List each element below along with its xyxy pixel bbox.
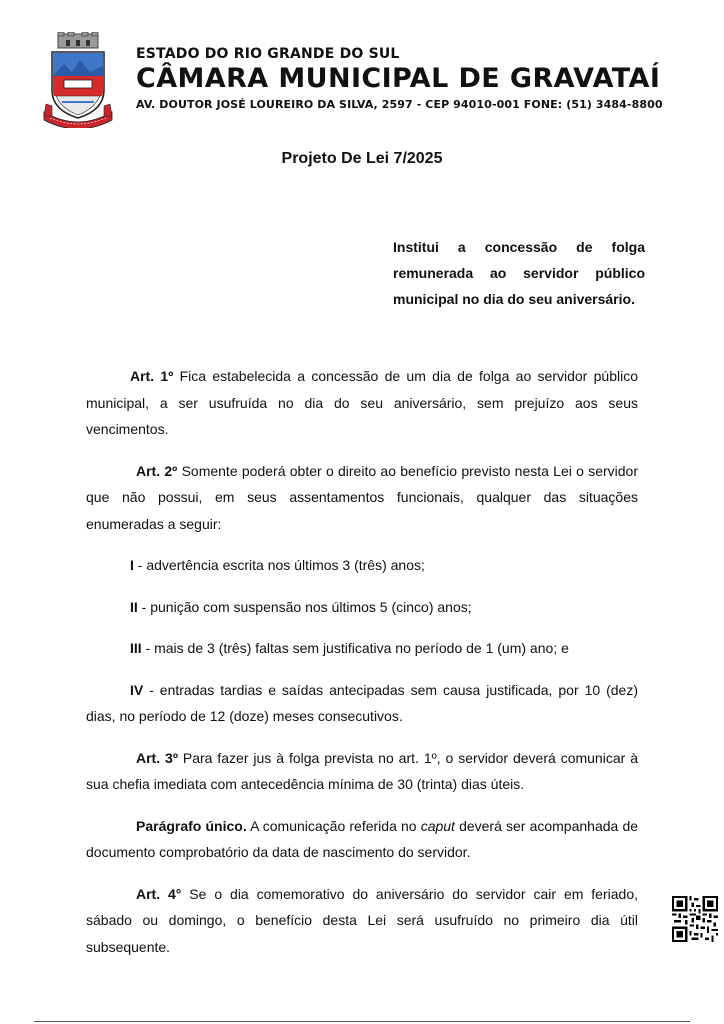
- qr-code-icon: [672, 896, 718, 942]
- municipal-crest-logo: [42, 32, 114, 128]
- item-text: - entradas tardias e saídas antecipadas sem causa justificada, por 10 (dez) dias, no período de 12 (doze) meses consecutivos.: [86, 681, 638, 724]
- article-text: Fica estabelecida a concessão de um dia de folga ao servidor público municipal, a ser usufruída no dia do seu aniversário, sem prejuízo aos seus vencimentos.: [86, 368, 638, 437]
- article-4: [86, 881, 638, 961]
- article-2: [86, 458, 638, 538]
- article-label: Art. 4°: [136, 885, 182, 902]
- article-text: Somente poderá obter o direito ao benefício previsto nesta Lei o servidor que não possui, em seus assentamentos funcionais, qualquer das situações enumeradas a seguir:: [86, 462, 638, 532]
- paragraph-text: A comunicação referida no: [246, 817, 421, 834]
- list-item: [86, 677, 638, 730]
- item-text: - punição com suspensão nos últimos 5 (cinco) anos;: [137, 598, 472, 615]
- item-number: II: [130, 598, 138, 615]
- article-label: Art. 3º: [136, 749, 178, 766]
- paragraph-label: Parágrafo único.: [136, 817, 247, 834]
- list-item: [86, 594, 638, 621]
- sole-paragraph: [86, 813, 638, 866]
- item-number: III: [130, 640, 142, 656]
- document-header: [40, 30, 690, 130]
- item-number: IV: [130, 681, 144, 698]
- article-label: Art. 2º: [136, 462, 178, 479]
- list-item: [86, 552, 638, 579]
- item-text: - mais de 3 (três) faltas sem justificativa no período de 1 (um) ano; e: [141, 640, 569, 656]
- chamber-name: CÂMARA MUNICIPAL DE GRAVATAÍ: [136, 63, 661, 94]
- footer-divider: [34, 1021, 690, 1022]
- article-text: Se o dia comemorativo do aniversário do servidor cair em feriado, sábado ou domingo, o benefício desta Lei será usufruído no primeiro dia útil subsequente.: [86, 885, 638, 955]
- article-text: Para fazer jus à folga prevista no art. 1º, o servidor deverá comunicar à sua chefia imediata com antecedência mínima de 30 (trinta) dias úteis.: [86, 749, 638, 792]
- article-1: [86, 363, 638, 443]
- bill-summary: Institui a concessão de folga remunerada ao servidor público municipal no dia do seu aniversário.: [393, 239, 645, 307]
- caput-term: caput: [420, 817, 455, 834]
- state-name: ESTADO DO RIO GRANDE DO SUL: [136, 46, 400, 62]
- bill-body: [86, 363, 638, 975]
- article-3: [86, 745, 638, 798]
- article-label: Art. 1º: [130, 368, 174, 384]
- item-text: - advertência escrita nos últimos 3 (três) anos;: [133, 557, 425, 573]
- list-item: [86, 635, 638, 662]
- paragraph-text: deverá ser acompanhada de documento comprobatório da data de nascimento do servidor.: [86, 817, 639, 860]
- page-title: Projeto De Lei 7/2025: [281, 150, 443, 167]
- item-number: I: [130, 557, 134, 573]
- chamber-address: AV. DOUTOR JOSÉ LOUREIRO DA SILVA, 2597 - CEP 94010-001 FONE: (51) 3484-8800: [136, 98, 663, 111]
